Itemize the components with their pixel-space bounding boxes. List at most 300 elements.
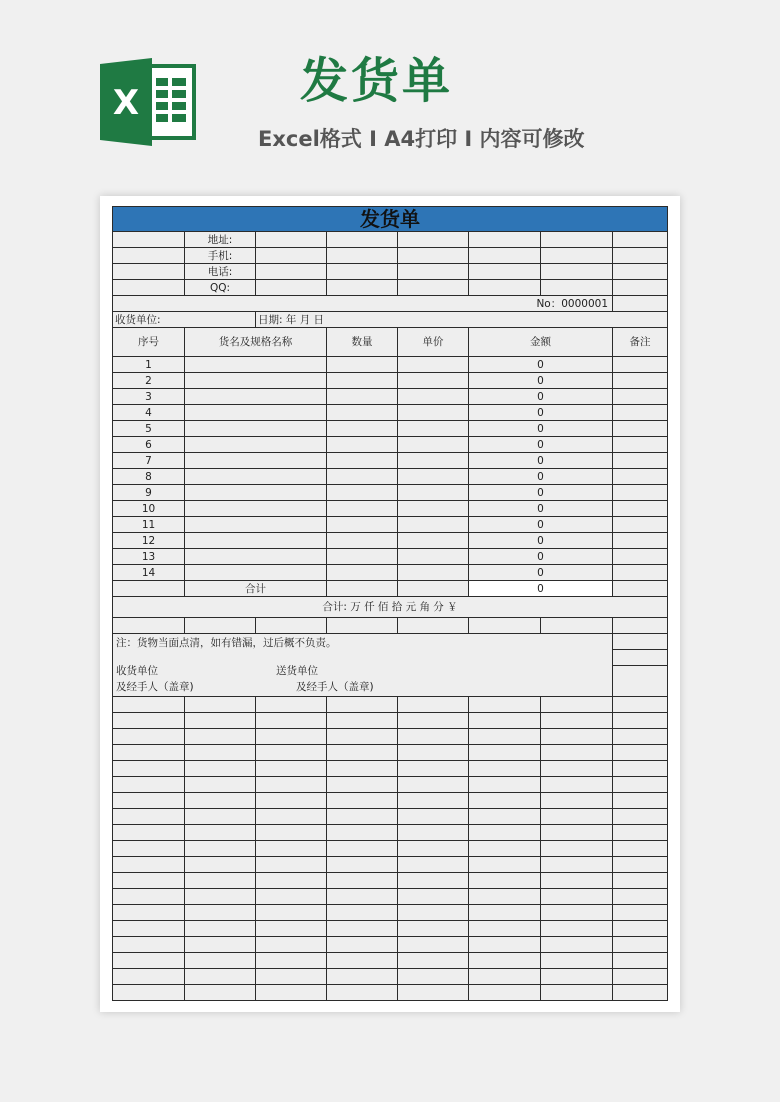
cell[interactable] bbox=[327, 280, 398, 296]
quantity-cell[interactable] bbox=[327, 421, 398, 437]
unit-price-cell[interactable] bbox=[398, 501, 469, 517]
cell[interactable] bbox=[541, 857, 613, 873]
cell[interactable] bbox=[613, 809, 668, 825]
row-number[interactable]: 7 bbox=[113, 453, 185, 469]
cell[interactable] bbox=[613, 713, 668, 729]
cell[interactable] bbox=[541, 248, 613, 264]
cell[interactable] bbox=[613, 857, 668, 873]
cell[interactable] bbox=[613, 793, 668, 809]
cell[interactable] bbox=[327, 248, 398, 264]
cell[interactable] bbox=[256, 841, 327, 857]
unit-price-cell[interactable] bbox=[398, 437, 469, 453]
cell[interactable] bbox=[613, 280, 668, 296]
cell[interactable] bbox=[256, 953, 327, 969]
cell[interactable] bbox=[398, 873, 469, 889]
cell[interactable] bbox=[185, 793, 256, 809]
cell[interactable] bbox=[113, 618, 185, 634]
cell[interactable] bbox=[613, 729, 668, 745]
cell[interactable] bbox=[469, 873, 541, 889]
cell[interactable] bbox=[185, 921, 256, 937]
cell[interactable] bbox=[327, 953, 398, 969]
cell[interactable] bbox=[613, 969, 668, 985]
remark-cell[interactable] bbox=[613, 373, 668, 389]
unit-price-cell[interactable] bbox=[398, 469, 469, 485]
column-header-quantity[interactable]: 数量 bbox=[327, 328, 398, 357]
cell[interactable] bbox=[541, 985, 613, 1001]
amount-cell[interactable]: 0 bbox=[469, 389, 613, 405]
remark-cell[interactable] bbox=[613, 389, 668, 405]
remark-cell[interactable] bbox=[613, 421, 668, 437]
cell[interactable] bbox=[256, 985, 327, 1001]
cell[interactable] bbox=[113, 697, 185, 713]
cell[interactable] bbox=[469, 618, 541, 634]
note-block[interactable] bbox=[113, 634, 613, 697]
cell[interactable] bbox=[613, 921, 668, 937]
goods-cell[interactable] bbox=[185, 357, 327, 373]
cell[interactable] bbox=[398, 809, 469, 825]
cell[interactable] bbox=[185, 825, 256, 841]
cell[interactable] bbox=[113, 825, 185, 841]
row-number[interactable]: 11 bbox=[113, 517, 185, 533]
cell[interactable] bbox=[613, 825, 668, 841]
cell[interactable] bbox=[613, 953, 668, 969]
cell[interactable] bbox=[541, 793, 613, 809]
goods-cell[interactable] bbox=[185, 485, 327, 501]
cell[interactable] bbox=[185, 889, 256, 905]
cell[interactable] bbox=[185, 618, 256, 634]
cell[interactable] bbox=[469, 729, 541, 745]
cell[interactable] bbox=[541, 937, 613, 953]
cell[interactable] bbox=[398, 777, 469, 793]
cell[interactable] bbox=[113, 280, 185, 296]
cell[interactable] bbox=[185, 841, 256, 857]
cell[interactable] bbox=[256, 937, 327, 953]
cell[interactable] bbox=[113, 264, 185, 280]
cell[interactable] bbox=[398, 857, 469, 873]
cell[interactable] bbox=[613, 296, 668, 312]
cell[interactable] bbox=[398, 232, 469, 248]
cell[interactable] bbox=[327, 745, 398, 761]
cell[interactable] bbox=[541, 841, 613, 857]
remark-cell[interactable] bbox=[613, 501, 668, 517]
row-number[interactable]: 2 bbox=[113, 373, 185, 389]
unit-price-cell[interactable] bbox=[398, 421, 469, 437]
cell[interactable] bbox=[469, 937, 541, 953]
goods-cell[interactable] bbox=[185, 389, 327, 405]
cell[interactable] bbox=[398, 761, 469, 777]
cell[interactable] bbox=[398, 793, 469, 809]
cell[interactable] bbox=[541, 697, 613, 713]
quantity-cell[interactable] bbox=[327, 437, 398, 453]
unit-price-cell[interactable] bbox=[398, 549, 469, 565]
cell[interactable] bbox=[469, 985, 541, 1001]
remark-cell[interactable] bbox=[613, 357, 668, 373]
cell[interactable] bbox=[469, 777, 541, 793]
cell[interactable] bbox=[398, 729, 469, 745]
cell[interactable] bbox=[256, 809, 327, 825]
cell[interactable] bbox=[613, 873, 668, 889]
cell[interactable] bbox=[398, 889, 469, 905]
cell[interactable] bbox=[469, 969, 541, 985]
cell[interactable] bbox=[256, 618, 327, 634]
cell[interactable] bbox=[256, 969, 327, 985]
cell[interactable] bbox=[398, 921, 469, 937]
cell[interactable] bbox=[327, 618, 398, 634]
chinese-total[interactable]: 合计: 万 仟 佰 拾 元 角 分 ￥ bbox=[113, 597, 668, 618]
quantity-cell[interactable] bbox=[327, 405, 398, 421]
goods-cell[interactable] bbox=[185, 437, 327, 453]
cell[interactable] bbox=[113, 745, 185, 761]
goods-cell[interactable] bbox=[185, 373, 327, 389]
cell[interactable] bbox=[185, 905, 256, 921]
cell[interactable] bbox=[327, 969, 398, 985]
quantity-cell[interactable] bbox=[327, 389, 398, 405]
remark-cell[interactable] bbox=[613, 437, 668, 453]
quantity-cell[interactable] bbox=[327, 565, 398, 581]
quantity-cell[interactable] bbox=[327, 357, 398, 373]
cell[interactable] bbox=[398, 953, 469, 969]
cell[interactable] bbox=[541, 713, 613, 729]
cell[interactable] bbox=[398, 937, 469, 953]
cell[interactable] bbox=[256, 857, 327, 873]
cell[interactable] bbox=[327, 264, 398, 280]
cell[interactable] bbox=[327, 889, 398, 905]
cell[interactable] bbox=[185, 953, 256, 969]
goods-cell[interactable] bbox=[185, 517, 327, 533]
column-header-amount[interactable]: 金额 bbox=[469, 328, 613, 357]
column-header-goods[interactable]: 货名及规格名称 bbox=[185, 328, 327, 357]
remark-cell[interactable] bbox=[613, 549, 668, 565]
cell[interactable] bbox=[398, 280, 469, 296]
row-number[interactable]: 1 bbox=[113, 357, 185, 373]
cell[interactable] bbox=[113, 905, 185, 921]
cell[interactable] bbox=[256, 825, 327, 841]
cell[interactable] bbox=[185, 745, 256, 761]
unit-price-cell[interactable] bbox=[398, 517, 469, 533]
cell[interactable] bbox=[613, 777, 668, 793]
cell[interactable] bbox=[613, 650, 668, 666]
cell[interactable] bbox=[327, 905, 398, 921]
quantity-cell[interactable] bbox=[327, 469, 398, 485]
cell[interactable] bbox=[613, 841, 668, 857]
cell[interactable] bbox=[256, 777, 327, 793]
cell[interactable] bbox=[613, 889, 668, 905]
cell[interactable] bbox=[185, 729, 256, 745]
remark-cell[interactable] bbox=[613, 517, 668, 533]
unit-price-cell[interactable] bbox=[398, 357, 469, 373]
row-number[interactable]: 13 bbox=[113, 549, 185, 565]
goods-cell[interactable] bbox=[185, 453, 327, 469]
row-number[interactable]: 12 bbox=[113, 533, 185, 549]
cell[interactable] bbox=[613, 581, 668, 597]
cell[interactable] bbox=[613, 905, 668, 921]
amount-cell[interactable]: 0 bbox=[469, 485, 613, 501]
cell[interactable] bbox=[541, 873, 613, 889]
amount-cell[interactable]: 0 bbox=[469, 421, 613, 437]
cell[interactable] bbox=[113, 581, 185, 597]
cell[interactable] bbox=[185, 873, 256, 889]
cell[interactable] bbox=[469, 905, 541, 921]
cell[interactable] bbox=[398, 264, 469, 280]
unit-price-cell[interactable] bbox=[398, 453, 469, 469]
subtotal-amount[interactable]: 0 bbox=[469, 581, 613, 597]
sender-qq-label[interactable]: QQ: bbox=[185, 280, 256, 296]
cell[interactable] bbox=[469, 793, 541, 809]
cell[interactable] bbox=[256, 713, 327, 729]
cell[interactable] bbox=[541, 264, 613, 280]
cell[interactable] bbox=[613, 618, 668, 634]
cell[interactable] bbox=[327, 777, 398, 793]
cell[interactable] bbox=[541, 969, 613, 985]
cell[interactable] bbox=[469, 889, 541, 905]
row-number[interactable]: 10 bbox=[113, 501, 185, 517]
cell[interactable] bbox=[398, 581, 469, 597]
cell[interactable] bbox=[541, 745, 613, 761]
remark-cell[interactable] bbox=[613, 485, 668, 501]
remark-cell[interactable] bbox=[613, 533, 668, 549]
cell[interactable] bbox=[327, 729, 398, 745]
row-number[interactable]: 9 bbox=[113, 485, 185, 501]
quantity-cell[interactable] bbox=[327, 517, 398, 533]
cell[interactable] bbox=[469, 264, 541, 280]
sender-address-label[interactable]: 地址: bbox=[185, 232, 256, 248]
unit-price-cell[interactable] bbox=[398, 373, 469, 389]
row-number[interactable]: 8 bbox=[113, 469, 185, 485]
cell[interactable] bbox=[613, 666, 668, 697]
cell[interactable] bbox=[113, 937, 185, 953]
row-number[interactable]: 5 bbox=[113, 421, 185, 437]
cell[interactable] bbox=[541, 905, 613, 921]
cell[interactable] bbox=[327, 761, 398, 777]
cell[interactable] bbox=[327, 232, 398, 248]
cell[interactable] bbox=[469, 825, 541, 841]
cell[interactable] bbox=[613, 761, 668, 777]
cell[interactable] bbox=[541, 889, 613, 905]
cell[interactable] bbox=[327, 825, 398, 841]
column-header-unit-price[interactable]: 单价 bbox=[398, 328, 469, 357]
cell[interactable] bbox=[613, 937, 668, 953]
goods-cell[interactable] bbox=[185, 421, 327, 437]
table-row bbox=[113, 357, 668, 373]
cell[interactable] bbox=[256, 905, 327, 921]
cell[interactable] bbox=[469, 761, 541, 777]
cell[interactable] bbox=[398, 697, 469, 713]
amount-cell[interactable]: 0 bbox=[469, 373, 613, 389]
receiver-label[interactable]: 收货单位: bbox=[113, 312, 256, 328]
cell[interactable] bbox=[256, 264, 327, 280]
cell[interactable] bbox=[256, 761, 327, 777]
cell[interactable] bbox=[185, 713, 256, 729]
cell[interactable] bbox=[398, 745, 469, 761]
amount-cell[interactable]: 0 bbox=[469, 533, 613, 549]
cell[interactable] bbox=[541, 921, 613, 937]
receiver-sign-label: 收货单位 bbox=[116, 665, 158, 677]
cell[interactable] bbox=[113, 985, 185, 1001]
amount-cell[interactable]: 0 bbox=[469, 357, 613, 373]
cell[interactable] bbox=[327, 873, 398, 889]
cell[interactable] bbox=[541, 809, 613, 825]
amount-cell[interactable]: 0 bbox=[469, 565, 613, 581]
goods-cell[interactable] bbox=[185, 533, 327, 549]
cell[interactable] bbox=[541, 729, 613, 745]
quantity-cell[interactable] bbox=[327, 549, 398, 565]
cell[interactable] bbox=[256, 232, 327, 248]
row-number[interactable]: 4 bbox=[113, 405, 185, 421]
remark-cell[interactable] bbox=[613, 453, 668, 469]
cell[interactable] bbox=[185, 937, 256, 953]
cell[interactable] bbox=[185, 777, 256, 793]
quantity-cell[interactable] bbox=[327, 485, 398, 501]
cell[interactable] bbox=[469, 857, 541, 873]
cell[interactable] bbox=[113, 841, 185, 857]
cell[interactable] bbox=[256, 729, 327, 745]
amount-cell[interactable]: 0 bbox=[469, 517, 613, 533]
cell[interactable] bbox=[113, 232, 185, 248]
unit-price-cell[interactable] bbox=[398, 389, 469, 405]
amount-cell[interactable]: 0 bbox=[469, 453, 613, 469]
cell[interactable] bbox=[327, 841, 398, 857]
cell[interactable] bbox=[613, 248, 668, 264]
goods-cell[interactable] bbox=[185, 549, 327, 565]
cell[interactable] bbox=[398, 969, 469, 985]
cell[interactable] bbox=[113, 793, 185, 809]
cell[interactable] bbox=[398, 825, 469, 841]
cell[interactable] bbox=[469, 809, 541, 825]
cell[interactable] bbox=[185, 857, 256, 873]
cell[interactable] bbox=[327, 697, 398, 713]
cell[interactable] bbox=[613, 697, 668, 713]
row-number[interactable]: 3 bbox=[113, 389, 185, 405]
cell[interactable] bbox=[398, 905, 469, 921]
unit-price-cell[interactable] bbox=[398, 405, 469, 421]
cell[interactable] bbox=[327, 809, 398, 825]
amount-cell[interactable]: 0 bbox=[469, 405, 613, 421]
cell[interactable] bbox=[613, 745, 668, 761]
cell[interactable] bbox=[469, 280, 541, 296]
cell[interactable] bbox=[185, 809, 256, 825]
remark-cell[interactable] bbox=[613, 469, 668, 485]
cell[interactable] bbox=[398, 618, 469, 634]
cell[interactable] bbox=[256, 697, 327, 713]
cell[interactable] bbox=[327, 937, 398, 953]
cell[interactable] bbox=[327, 985, 398, 1001]
cell[interactable] bbox=[113, 729, 185, 745]
cell[interactable] bbox=[113, 761, 185, 777]
column-header-no[interactable]: 序号 bbox=[113, 328, 185, 357]
quantity-cell[interactable] bbox=[327, 533, 398, 549]
cell[interactable] bbox=[398, 248, 469, 264]
cell[interactable] bbox=[185, 985, 256, 1001]
cell[interactable] bbox=[327, 793, 398, 809]
cell[interactable] bbox=[327, 581, 398, 597]
subtotal-label[interactable]: 合计 bbox=[185, 581, 327, 597]
date-label[interactable]: 日期: 年 月 日 bbox=[256, 312, 668, 328]
cell[interactable] bbox=[113, 953, 185, 969]
cell[interactable] bbox=[327, 921, 398, 937]
unit-price-cell[interactable] bbox=[398, 485, 469, 501]
cell[interactable] bbox=[256, 873, 327, 889]
cell[interactable] bbox=[113, 713, 185, 729]
cell[interactable] bbox=[541, 761, 613, 777]
goods-cell[interactable] bbox=[185, 405, 327, 421]
row-number[interactable]: 14 bbox=[113, 565, 185, 581]
cell[interactable] bbox=[113, 857, 185, 873]
cell[interactable] bbox=[185, 761, 256, 777]
cell[interactable] bbox=[613, 634, 668, 650]
cell[interactable] bbox=[469, 921, 541, 937]
order-number[interactable]: No：0000001 bbox=[113, 296, 613, 312]
cell[interactable] bbox=[541, 618, 613, 634]
cell[interactable] bbox=[469, 713, 541, 729]
goods-cell[interactable] bbox=[185, 469, 327, 485]
cell[interactable] bbox=[185, 969, 256, 985]
cell[interactable] bbox=[613, 985, 668, 1001]
amount-cell[interactable]: 0 bbox=[469, 469, 613, 485]
row-number[interactable]: 6 bbox=[113, 437, 185, 453]
goods-cell[interactable] bbox=[185, 565, 327, 581]
unit-price-cell[interactable] bbox=[398, 533, 469, 549]
cell[interactable] bbox=[113, 777, 185, 793]
cell[interactable] bbox=[113, 969, 185, 985]
cell[interactable] bbox=[185, 697, 256, 713]
cell[interactable] bbox=[327, 713, 398, 729]
cell[interactable] bbox=[541, 280, 613, 296]
cell[interactable] bbox=[469, 248, 541, 264]
amount-cell[interactable]: 0 bbox=[469, 549, 613, 565]
cell[interactable] bbox=[469, 841, 541, 857]
cell[interactable] bbox=[327, 857, 398, 873]
remark-cell[interactable] bbox=[613, 565, 668, 581]
remark-cell[interactable] bbox=[613, 405, 668, 421]
cell[interactable] bbox=[256, 280, 327, 296]
amount-cell[interactable]: 0 bbox=[469, 501, 613, 517]
cell[interactable] bbox=[256, 921, 327, 937]
quantity-cell[interactable] bbox=[327, 373, 398, 389]
cell[interactable] bbox=[469, 697, 541, 713]
sender-phone-label[interactable]: 电话: bbox=[185, 264, 256, 280]
cell[interactable] bbox=[256, 248, 327, 264]
cell[interactable] bbox=[113, 921, 185, 937]
quantity-cell[interactable] bbox=[327, 453, 398, 469]
cell[interactable] bbox=[256, 889, 327, 905]
cell[interactable] bbox=[541, 777, 613, 793]
cell[interactable] bbox=[398, 713, 469, 729]
cell[interactable] bbox=[256, 793, 327, 809]
cell[interactable] bbox=[613, 264, 668, 280]
cell[interactable] bbox=[113, 873, 185, 889]
sender-mobile-label[interactable]: 手机: bbox=[185, 248, 256, 264]
quantity-cell[interactable] bbox=[327, 501, 398, 517]
cell[interactable] bbox=[113, 889, 185, 905]
cell[interactable] bbox=[469, 745, 541, 761]
cell[interactable] bbox=[398, 985, 469, 1001]
cell[interactable] bbox=[469, 232, 541, 248]
cell[interactable] bbox=[469, 953, 541, 969]
sheet-title[interactable]: 发货单 bbox=[113, 207, 668, 232]
cell[interactable] bbox=[113, 809, 185, 825]
cell[interactable] bbox=[541, 825, 613, 841]
cell[interactable] bbox=[541, 953, 613, 969]
cell[interactable] bbox=[113, 248, 185, 264]
cell[interactable] bbox=[613, 232, 668, 248]
cell[interactable] bbox=[398, 841, 469, 857]
cell[interactable] bbox=[256, 745, 327, 761]
column-header-remark[interactable]: 备注 bbox=[613, 328, 668, 357]
unit-price-cell[interactable] bbox=[398, 565, 469, 581]
amount-cell[interactable]: 0 bbox=[469, 437, 613, 453]
cell[interactable] bbox=[541, 232, 613, 248]
goods-cell[interactable] bbox=[185, 501, 327, 517]
